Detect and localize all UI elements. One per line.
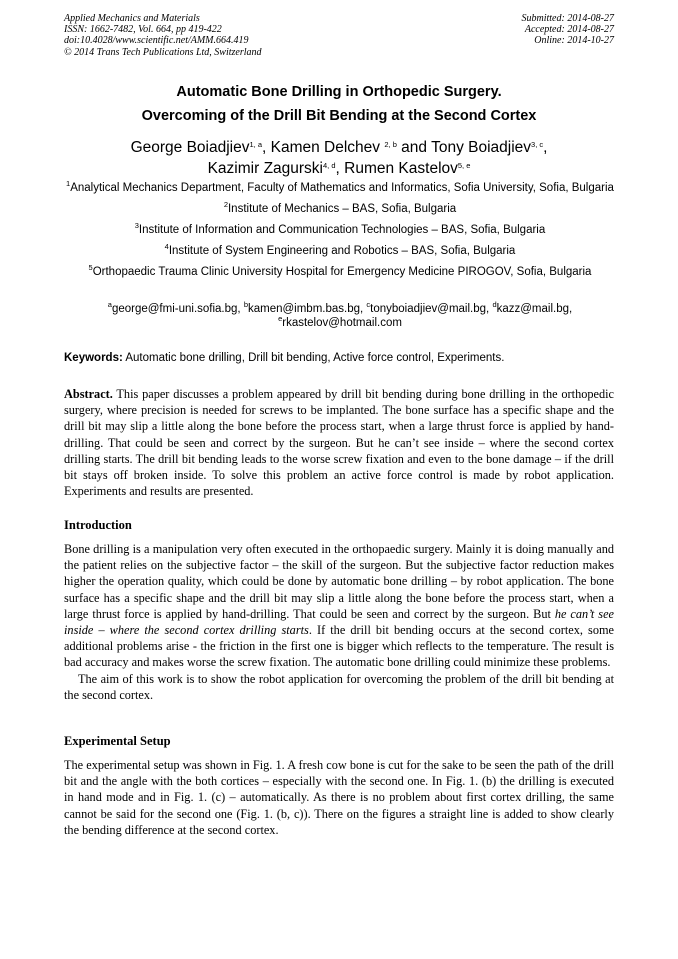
title-line-2: Overcoming of the Drill Bit Bending at the Second Cortex bbox=[141, 108, 537, 124]
affiliation-text: Orthopaedic Trauma Clinic University Hospital for Emergency Medicine PIROGOV, Sofia, Bulgaria bbox=[92, 266, 592, 278]
keywords bbox=[64, 350, 620, 366]
paper-title bbox=[40, 80, 638, 128]
email-line-2 bbox=[62, 316, 618, 330]
introduction-paragraph-2: The aim of this work is to show the robot application for overcoming the problem of the drill bit bending at the second cortex. bbox=[64, 671, 614, 702]
abstract-label: Abstract. bbox=[64, 387, 113, 401]
paragraph-text: . If the drill bit bending occurs at the second cortex, some additional problems arise - the friction in the first one is bigger which reflects to the temperature. The result is bad accuracy and makes worse the screw fixation. The automatic bone drilling could minimize these problems. bbox=[64, 623, 615, 670]
author-name: Rumen Kastelov bbox=[344, 160, 458, 177]
email-address[interactable]: george@fmi-uni.sofia.bg, bbox=[111, 303, 244, 315]
affiliation-list bbox=[62, 180, 618, 285]
affiliation-number: 4 bbox=[164, 242, 169, 251]
author-list bbox=[40, 137, 638, 179]
issn-line: ISSN: 1662-7482, Vol. 664, pp 419-422 bbox=[64, 24, 222, 36]
email-address[interactable]: tonyboiadjiev@mail.bg, bbox=[370, 303, 493, 315]
journal-header-right bbox=[522, 13, 615, 47]
doi-line: doi:10.4028/www.scientific.net/AMM.664.419 bbox=[64, 35, 249, 47]
affiliation bbox=[62, 243, 618, 260]
author-name: George Boiadjiev bbox=[130, 139, 250, 156]
author-name: Tony Boiadjiev bbox=[431, 139, 532, 156]
email-address[interactable]: rkastelov@hotmail.com bbox=[282, 317, 402, 329]
author-sup: 3, c bbox=[531, 140, 544, 149]
affiliation bbox=[62, 222, 618, 239]
affiliation-number: 1 bbox=[66, 179, 71, 188]
author-sup: 1, a bbox=[249, 140, 262, 149]
online-date: Online: 2014-10-27 bbox=[534, 35, 614, 47]
email-list bbox=[62, 302, 618, 330]
author-sep: , bbox=[335, 160, 345, 177]
email-marker: c bbox=[366, 300, 371, 309]
affiliation bbox=[62, 264, 618, 281]
author-name: Kamen Delchev bbox=[270, 139, 385, 156]
section-heading-introduction: Introduction bbox=[64, 518, 132, 532]
accepted-date: Accepted: 2014-08-27 bbox=[524, 24, 614, 36]
author-line-2 bbox=[40, 158, 638, 179]
affiliation-text: Institute of Information and Communication Technologies – BAS, Sofia, Bulgaria bbox=[138, 224, 546, 236]
email-marker: a bbox=[107, 300, 112, 309]
abstract-text: This paper discusses a problem appeared by drill bit bending during bone drilling in the orthopedic surgery, where precision is needed for screws to be implanted. The bone surface has a specific shape and the drill bit may slip a little along the bone before the process start, when a large thrust force is applied by hand-drilling. That could be seen and correct by the surgeon. But he can’t see inside – where the second cortex drilling starts. The drill bit bending leads to the worse screw fixation and even to the bone damage – if the drill bit stays off broken inside. To solve this problem an active force control is made by robot application. Experiments and results are presented. bbox=[64, 387, 614, 499]
author-name: Kazimir Zagurski bbox=[207, 160, 324, 177]
author-line-1 bbox=[40, 137, 638, 158]
email-line-1 bbox=[62, 302, 618, 316]
copyright-line: © 2014 Trans Tech Publications Ltd, Switzerland bbox=[64, 46, 262, 58]
email-address[interactable]: kazz@mail.bg, bbox=[496, 303, 573, 315]
author-sup: 5, e bbox=[457, 161, 471, 170]
title-line-1: Automatic Bone Drilling in Orthopedic Surgery. bbox=[176, 84, 502, 100]
introduction-body bbox=[64, 541, 614, 703]
email-marker: d bbox=[492, 300, 497, 309]
experimental-setup-paragraph: The experimental setup was shown in Fig. 1. A fresh cow bone is cut for the sake to be seen the path of the drill bit and the angle with the both cortices – especially with the second one. In Fig. 1. (b) the drilling is executed in hand mode and in Fig. 1. (c) – automatically. As there is no problem about first cortex drilling, the same cannot be said for the second one (Fig. 1. (b, c)). There on the figures a straight line is added to show clearly the bending difference at the second cortex. bbox=[64, 758, 614, 837]
paragraph-text: Bone drilling is a manipulation very often executed in the orthopaedic surgery. Mainly it is doing manually and the patient relies on the subjective factor – the skill of the surgeon. But the subjective factor reduction makes higher the operation quality, which could be done by automatic bone drilling – by robot application. The bone surface has a specific shape and the drill bit may slip a little along the bone before the process start, when a large thrust force is applied by hand-drilling. That could be seen and correct by the surgeon. But bbox=[64, 542, 614, 621]
affiliation-number: 3 bbox=[134, 221, 139, 230]
email-address[interactable]: kamen@imbm.bas.bg, bbox=[247, 303, 367, 315]
email-marker: e bbox=[278, 314, 283, 323]
author-sup: 4, d bbox=[323, 161, 336, 170]
author-sep: , bbox=[262, 139, 271, 156]
author-sep: , bbox=[543, 139, 548, 156]
affiliation-number: 2 bbox=[223, 200, 228, 209]
emphasis-text: he can’t see inside – where the second cortex drilling starts bbox=[64, 606, 615, 638]
submitted-date: Submitted: 2014-08-27 bbox=[521, 13, 614, 24]
author-sep: and bbox=[396, 139, 432, 156]
affiliation-text: Institute of System Engineering and Robotics – BAS, Sofia, Bulgaria bbox=[168, 245, 516, 257]
keywords-label: Keywords: bbox=[64, 352, 123, 364]
affiliation bbox=[62, 180, 618, 197]
introduction-paragraph-1 bbox=[64, 541, 614, 671]
affiliation bbox=[62, 201, 618, 218]
email-marker: b bbox=[243, 300, 248, 309]
affiliation-number: 5 bbox=[88, 263, 93, 272]
affiliation-text: Analytical Mechanics Department, Faculty of Mathematics and Informatics, Sofia University, Sofia, Bulgaria bbox=[70, 182, 614, 194]
journal-header-left bbox=[64, 13, 262, 58]
journal-name: Applied Mechanics and Materials bbox=[64, 13, 200, 24]
keywords-text: Automatic bone drilling, Drill bit bending, Active force control, Experiments. bbox=[122, 352, 505, 364]
affiliation-text: Institute of Mechanics – BAS, Sofia, Bulgaria bbox=[227, 203, 457, 215]
abstract bbox=[64, 386, 614, 499]
author-sup: 2, b bbox=[384, 140, 397, 149]
section-heading-experimental-setup: Experimental Setup bbox=[64, 734, 171, 748]
